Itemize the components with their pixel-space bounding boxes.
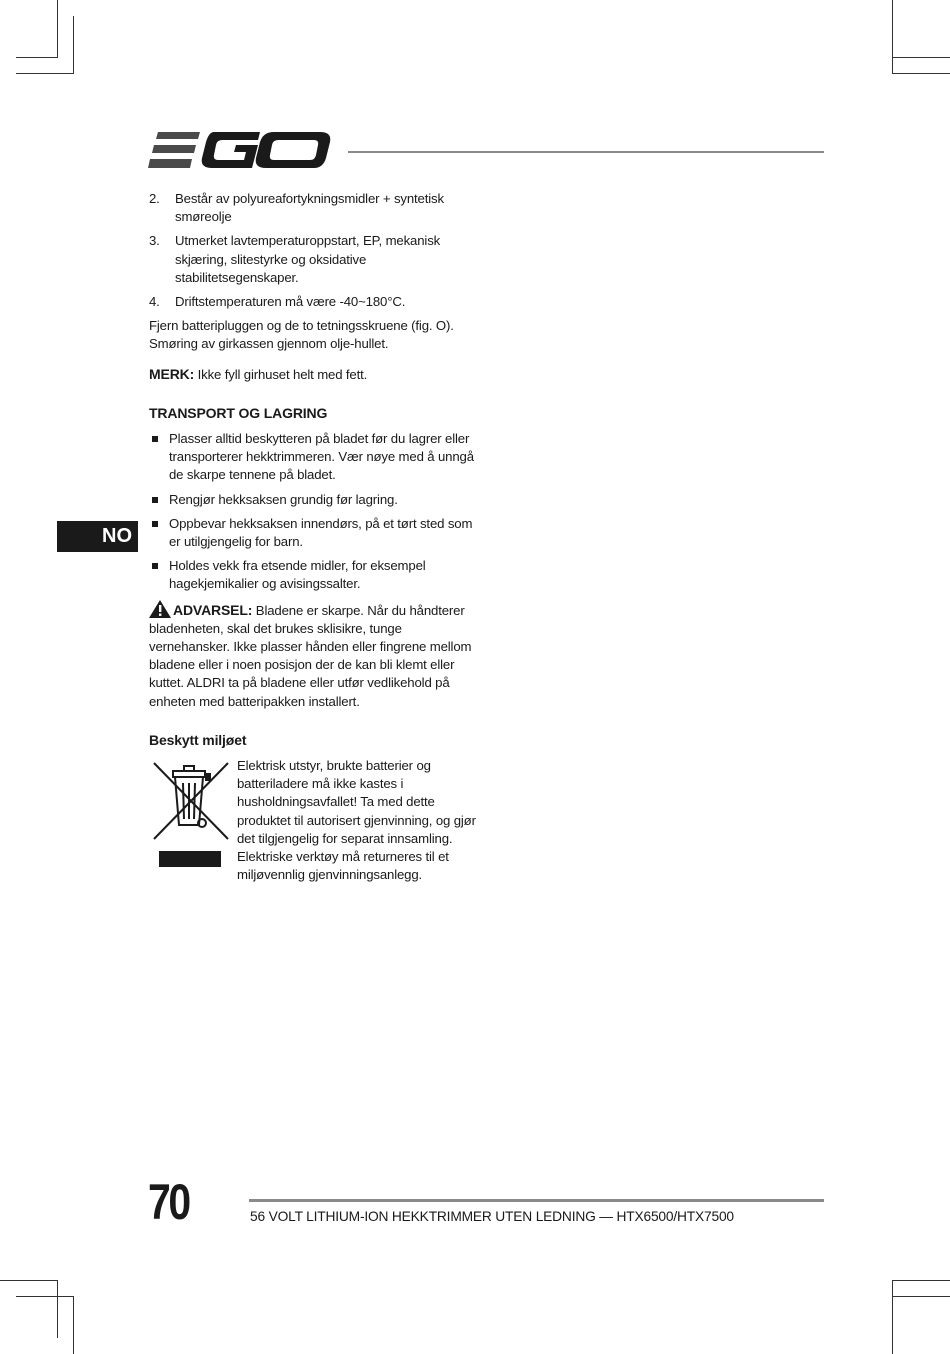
note-paragraph [149, 365, 479, 384]
list-number: 4. [149, 294, 160, 310]
language-tab: NO [57, 521, 138, 552]
footer-title: 56 VOLT LITHIUM-ION HEKKTRIMMER UTEN LEDNING — HTX6500/HTX7500 [250, 1209, 734, 1224]
note-label: MERK: [149, 365, 195, 382]
warning-triangle-icon [149, 600, 171, 618]
bullet-text: Rengjør hekksaksen grundig før lagring. [169, 491, 398, 507]
crop-mark [16, 1296, 74, 1297]
weee-crossed-bin-icon [149, 757, 237, 869]
bullet-text: Oppbevar hekksaksen innendørs, på et tørt sted som er utilgjengelig for barn. [169, 515, 473, 550]
environment-text: Elektrisk utstyr, brukte batterier og batteriladere må ikke kastes i husholdningsavfallet! Ta med dette produktet til autorisert gjenvinning, og gjør det tilgjengelig for separat innsamling. Elektriske verktøy må returneres til et miljøvennlig gjenvinningsanlegg. [237, 758, 476, 883]
crop-mark [16, 57, 58, 58]
crop-mark [73, 1296, 74, 1354]
header-rule [348, 151, 824, 153]
bullet-text: Holdes vekk fra etsende midler, for eksempel hagekjemikalier og avisingssalter. [169, 558, 426, 592]
removal-paragraph: Fjern batteripluggen og de to tetningsskruene (fig. O). Smøring av girkassen gjennom olje-hullet. [149, 318, 454, 352]
bullet-text: Plasser alltid beskytteren på bladet før du lagrer eller transporterer hekktrimmeren. Vær nøye med å unngå de skarpe tennene på bladet. [169, 431, 474, 483]
crop-mark [892, 0, 893, 74]
list-text: Driftstemperaturen må være -40~180°C. [175, 294, 406, 310]
crop-mark [892, 73, 950, 74]
bullet-item [149, 491, 479, 509]
list-number: 2. [149, 191, 160, 206]
bullet-square-icon [152, 497, 158, 503]
bullet-item [149, 557, 479, 593]
transport-heading: TRANSPORT OG LAGRING [149, 404, 328, 421]
crop-mark [892, 1280, 893, 1354]
crop-mark [57, 1280, 58, 1338]
crop-mark [892, 57, 950, 58]
weee-bar [159, 851, 221, 867]
environment-heading: Beskytt miljøet [149, 731, 247, 748]
numbered-list [149, 190, 479, 311]
main-content [149, 190, 479, 885]
bullet-item [149, 515, 479, 551]
transport-bullets [149, 430, 479, 594]
list-item [149, 293, 479, 311]
bullet-square-icon [152, 436, 158, 442]
crop-mark [892, 1280, 950, 1281]
crop-mark [0, 1280, 58, 1281]
warning-label: ADVARSEL: [173, 601, 253, 618]
list-item [149, 190, 479, 226]
ego-logo [148, 128, 332, 172]
list-item [149, 232, 479, 287]
list-number: 3. [149, 233, 160, 249]
page-number: 70 [148, 1174, 189, 1230]
footer-rule [249, 1199, 824, 1202]
warning-paragraph [149, 600, 479, 711]
warning-text: Bladene er skarpe. Når du håndterer bladenheten, skal det brukes sklisikre, tunge vernehansker. Ikke plasser hånden eller fingrene mellom bladene eller i noen posisjon der de kan bli klemt eller kuttet. ALDRI ta på bladene eller utfør vedlikehold på enheten med batteripakken installert. [149, 602, 472, 709]
crop-mark [16, 73, 74, 74]
environment-row [149, 757, 479, 884]
bullet-item [149, 430, 479, 485]
crop-mark [73, 16, 74, 74]
crop-mark [892, 1296, 950, 1297]
bullet-square-icon [152, 521, 158, 527]
list-text: Består av polyureafortykningsmidler + syntetisk smøreolje [175, 191, 444, 225]
crop-mark [57, 0, 58, 58]
ego-logo-icon [148, 128, 332, 172]
bullet-square-icon [152, 563, 158, 569]
note-text: Ikke fyll girhuset helt med fett. [194, 366, 368, 382]
list-text: Utmerket lavtemperaturoppstart, EP, mekanisk skjæring, slitestyrke og oksidative stabilitetsegenskaper. [175, 233, 441, 285]
